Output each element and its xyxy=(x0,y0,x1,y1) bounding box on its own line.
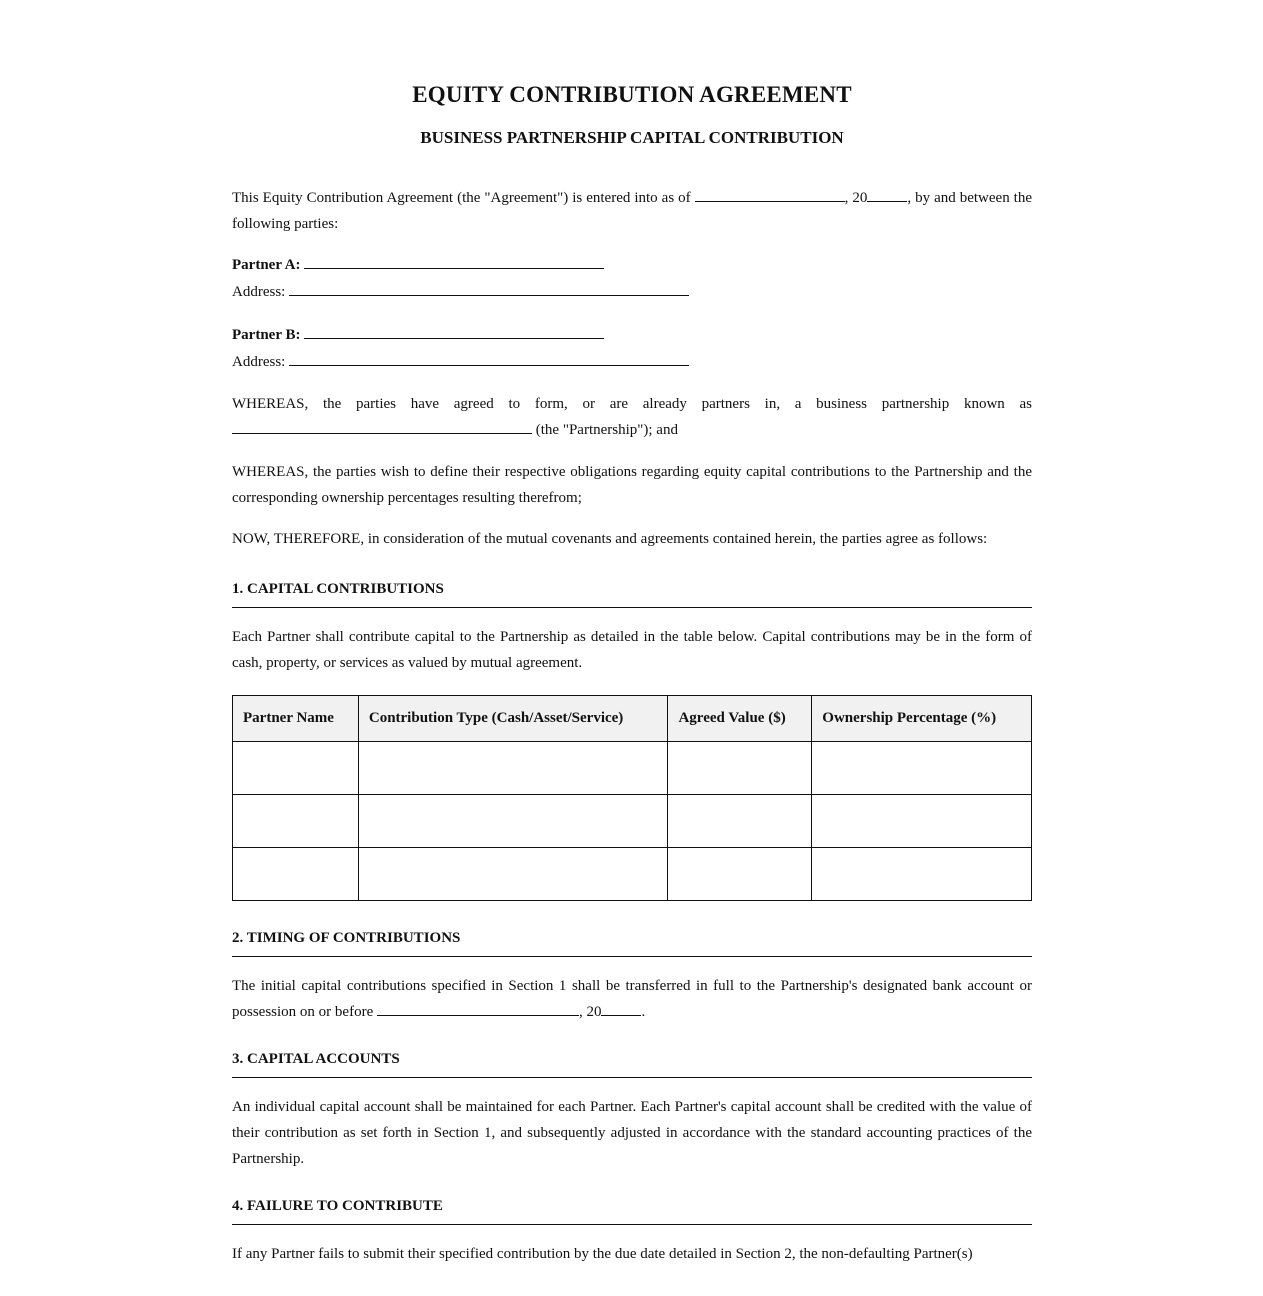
table-cell[interactable] xyxy=(358,795,668,848)
table-header-row xyxy=(233,696,1032,742)
section-1-heading: 1. CAPITAL CONTRIBUTIONS xyxy=(232,579,1032,608)
table-cell[interactable] xyxy=(812,795,1032,848)
table-cell[interactable] xyxy=(233,795,359,848)
section-2-heading: 2. TIMING OF CONTRIBUTIONS xyxy=(232,928,1032,957)
section-3-body: An individual capital account shall be maintained for each Partner. Each Partner's capital account shall be credited with the value of their contribution as set forth in Section 1, and subsequently adjusted in accordance with the standard accounting practices of the Partnership. xyxy=(232,1099,1032,1167)
section-4-body: If any Partner fails to submit their specified contribution by the due date detailed in Section 2, the non-defaulting Partner(s) xyxy=(232,1246,973,1262)
now-therefore-paragraph: NOW, THEREFORE, in consideration of the mutual covenants and agreements contained herein, the parties agree as follows: xyxy=(232,531,988,547)
intro-paragraph xyxy=(232,185,1032,237)
section-2-text-end: . xyxy=(641,1004,646,1020)
partner-b-address-label: Address: xyxy=(232,354,286,370)
document-subtitle: BUSINESS PARTNERSHIP CAPITAL CONTRIBUTION xyxy=(420,128,844,147)
date-blank[interactable] xyxy=(695,186,845,202)
partner-b-label: Partner B: xyxy=(232,327,301,343)
table-cell[interactable] xyxy=(233,742,359,795)
partner-a-name-line xyxy=(232,252,1032,279)
table-cell[interactable] xyxy=(668,848,812,901)
table-row xyxy=(233,795,1032,848)
partner-a-name-blank[interactable] xyxy=(304,253,604,269)
due-year-blank[interactable] xyxy=(601,1000,641,1016)
partner-a-address-line xyxy=(232,279,1032,306)
section-2-text: The initial capital contributions specified in Section 1 shall be transferred in full to the Partnership's designated bank account or possession on or before xyxy=(232,978,1032,1020)
header-agreed-value: Agreed Value ($) xyxy=(668,696,812,742)
table-cell[interactable] xyxy=(668,795,812,848)
whereas-paragraph-1 xyxy=(232,391,1032,443)
intro-year-prefix: , 20 xyxy=(844,190,868,206)
table-cell[interactable] xyxy=(812,848,1032,901)
document-page xyxy=(232,0,1032,1267)
partnership-name-blank[interactable] xyxy=(232,418,532,434)
partner-a-address-label: Address: xyxy=(232,284,286,300)
contribution-table xyxy=(232,695,1032,901)
partner-b-name-blank[interactable] xyxy=(304,323,604,339)
partner-a-block xyxy=(232,252,1032,306)
due-date-blank[interactable] xyxy=(377,1000,579,1016)
partner-b-block xyxy=(232,322,1032,376)
intro-text: This Equity Contribution Agreement (the "Agreement") is entered into as of xyxy=(232,190,691,206)
table-row xyxy=(233,742,1032,795)
whereas-1-text: WHEREAS, the parties have agreed to form, or are already partners in, a business partnership known as xyxy=(232,396,1032,412)
table-cell[interactable] xyxy=(358,742,668,795)
partner-b-name-line xyxy=(232,322,1032,349)
header-partner-name: Partner Name xyxy=(233,696,359,742)
whereas-1-text-end: (the "Partnership"); and xyxy=(535,422,678,438)
header-contribution-type: Contribution Type (Cash/Asset/Service) xyxy=(358,696,668,742)
partner-b-address-blank[interactable] xyxy=(289,350,689,366)
whereas-paragraph-2: WHEREAS, the parties wish to define their respective obligations regarding equity capital contributions to the Partnership and the corresponding ownership percentages resulting therefrom; xyxy=(232,464,1032,506)
section-2-body xyxy=(232,973,1032,1025)
partner-a-address-blank[interactable] xyxy=(289,280,689,296)
table-cell[interactable] xyxy=(358,848,668,901)
section-3-heading: 3. CAPITAL ACCOUNTS xyxy=(232,1049,1032,1078)
section-1-body: Each Partner shall contribute capital to the Partnership as detailed in the table below. Capital contributions may be in the form of cash, property, or services as valued by mutual agreement. xyxy=(232,629,1032,671)
partner-a-label: Partner A: xyxy=(232,257,301,273)
header-ownership-percentage: Ownership Percentage (%) xyxy=(812,696,1032,742)
intro-text-end: , by and between the following parties: xyxy=(232,190,1032,232)
table-cell[interactable] xyxy=(812,742,1032,795)
table-row xyxy=(233,848,1032,901)
section-4-heading: 4. FAILURE TO CONTRIBUTE xyxy=(232,1196,1032,1225)
section-2-year-prefix: , 20 xyxy=(578,1004,602,1020)
table-cell[interactable] xyxy=(668,742,812,795)
partner-b-address-line xyxy=(232,349,1032,376)
document-title: EQUITY CONTRIBUTION AGREEMENT xyxy=(412,82,852,107)
table-cell[interactable] xyxy=(233,848,359,901)
year-blank[interactable] xyxy=(867,186,907,202)
